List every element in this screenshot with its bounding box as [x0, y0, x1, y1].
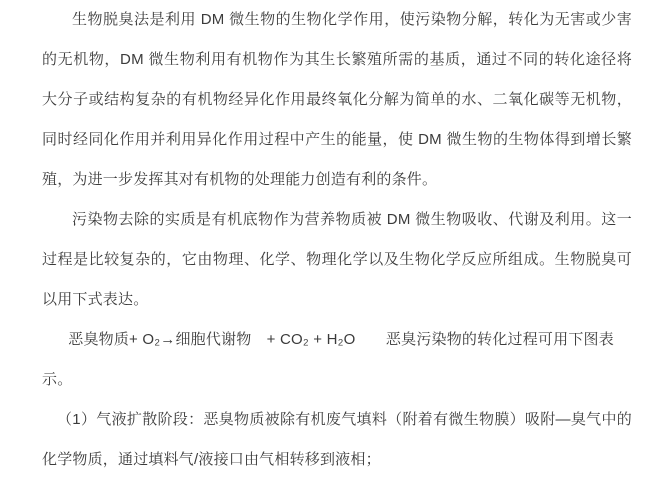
chemical-formula-line: 恶臭物质+ O₂→细胞代谢物 + CO₂ + H₂O 恶臭污染物的转化过程可用下图表示。 — [42, 331, 614, 388]
paragraph-pollutant-removal: 污染物去除的实质是有机底物作为营养物质被 DM 微生物吸收、代谢及利用。这一过程是比较复杂的，它由物理、化学、物理化学以及生物化学反应所组成。生物脱臭可以用下式表达。 — [42, 211, 632, 308]
paragraph-stage-1-gas-liquid-diffusion: （1）气液扩散阶段：恶臭物质被除有机废气填料（附着有微生物膜）吸附—臭气中的化学物质，通过填料气/液接口由气相转移到液相； — [42, 411, 632, 468]
paragraph-bio-deodorization-intro: 生物脱臭法是利用 DM 微生物的生物化学作用，使污染物分解，转化为无害或少害的无机物，DM 微生物利用有机物作为其生长繁殖所需的基质，通过不同的转化途径将大分子或结构复杂的有机物经异化作用最终氧化分解为简单的水、二氧化碳等无机物，同时经同化作用并利用异化作用过程中产生的能量，使 DM 微生物的生物体得到增长繁殖，为进一步发挥其对有机物的处理能力创造有利的条件。 — [42, 11, 632, 188]
